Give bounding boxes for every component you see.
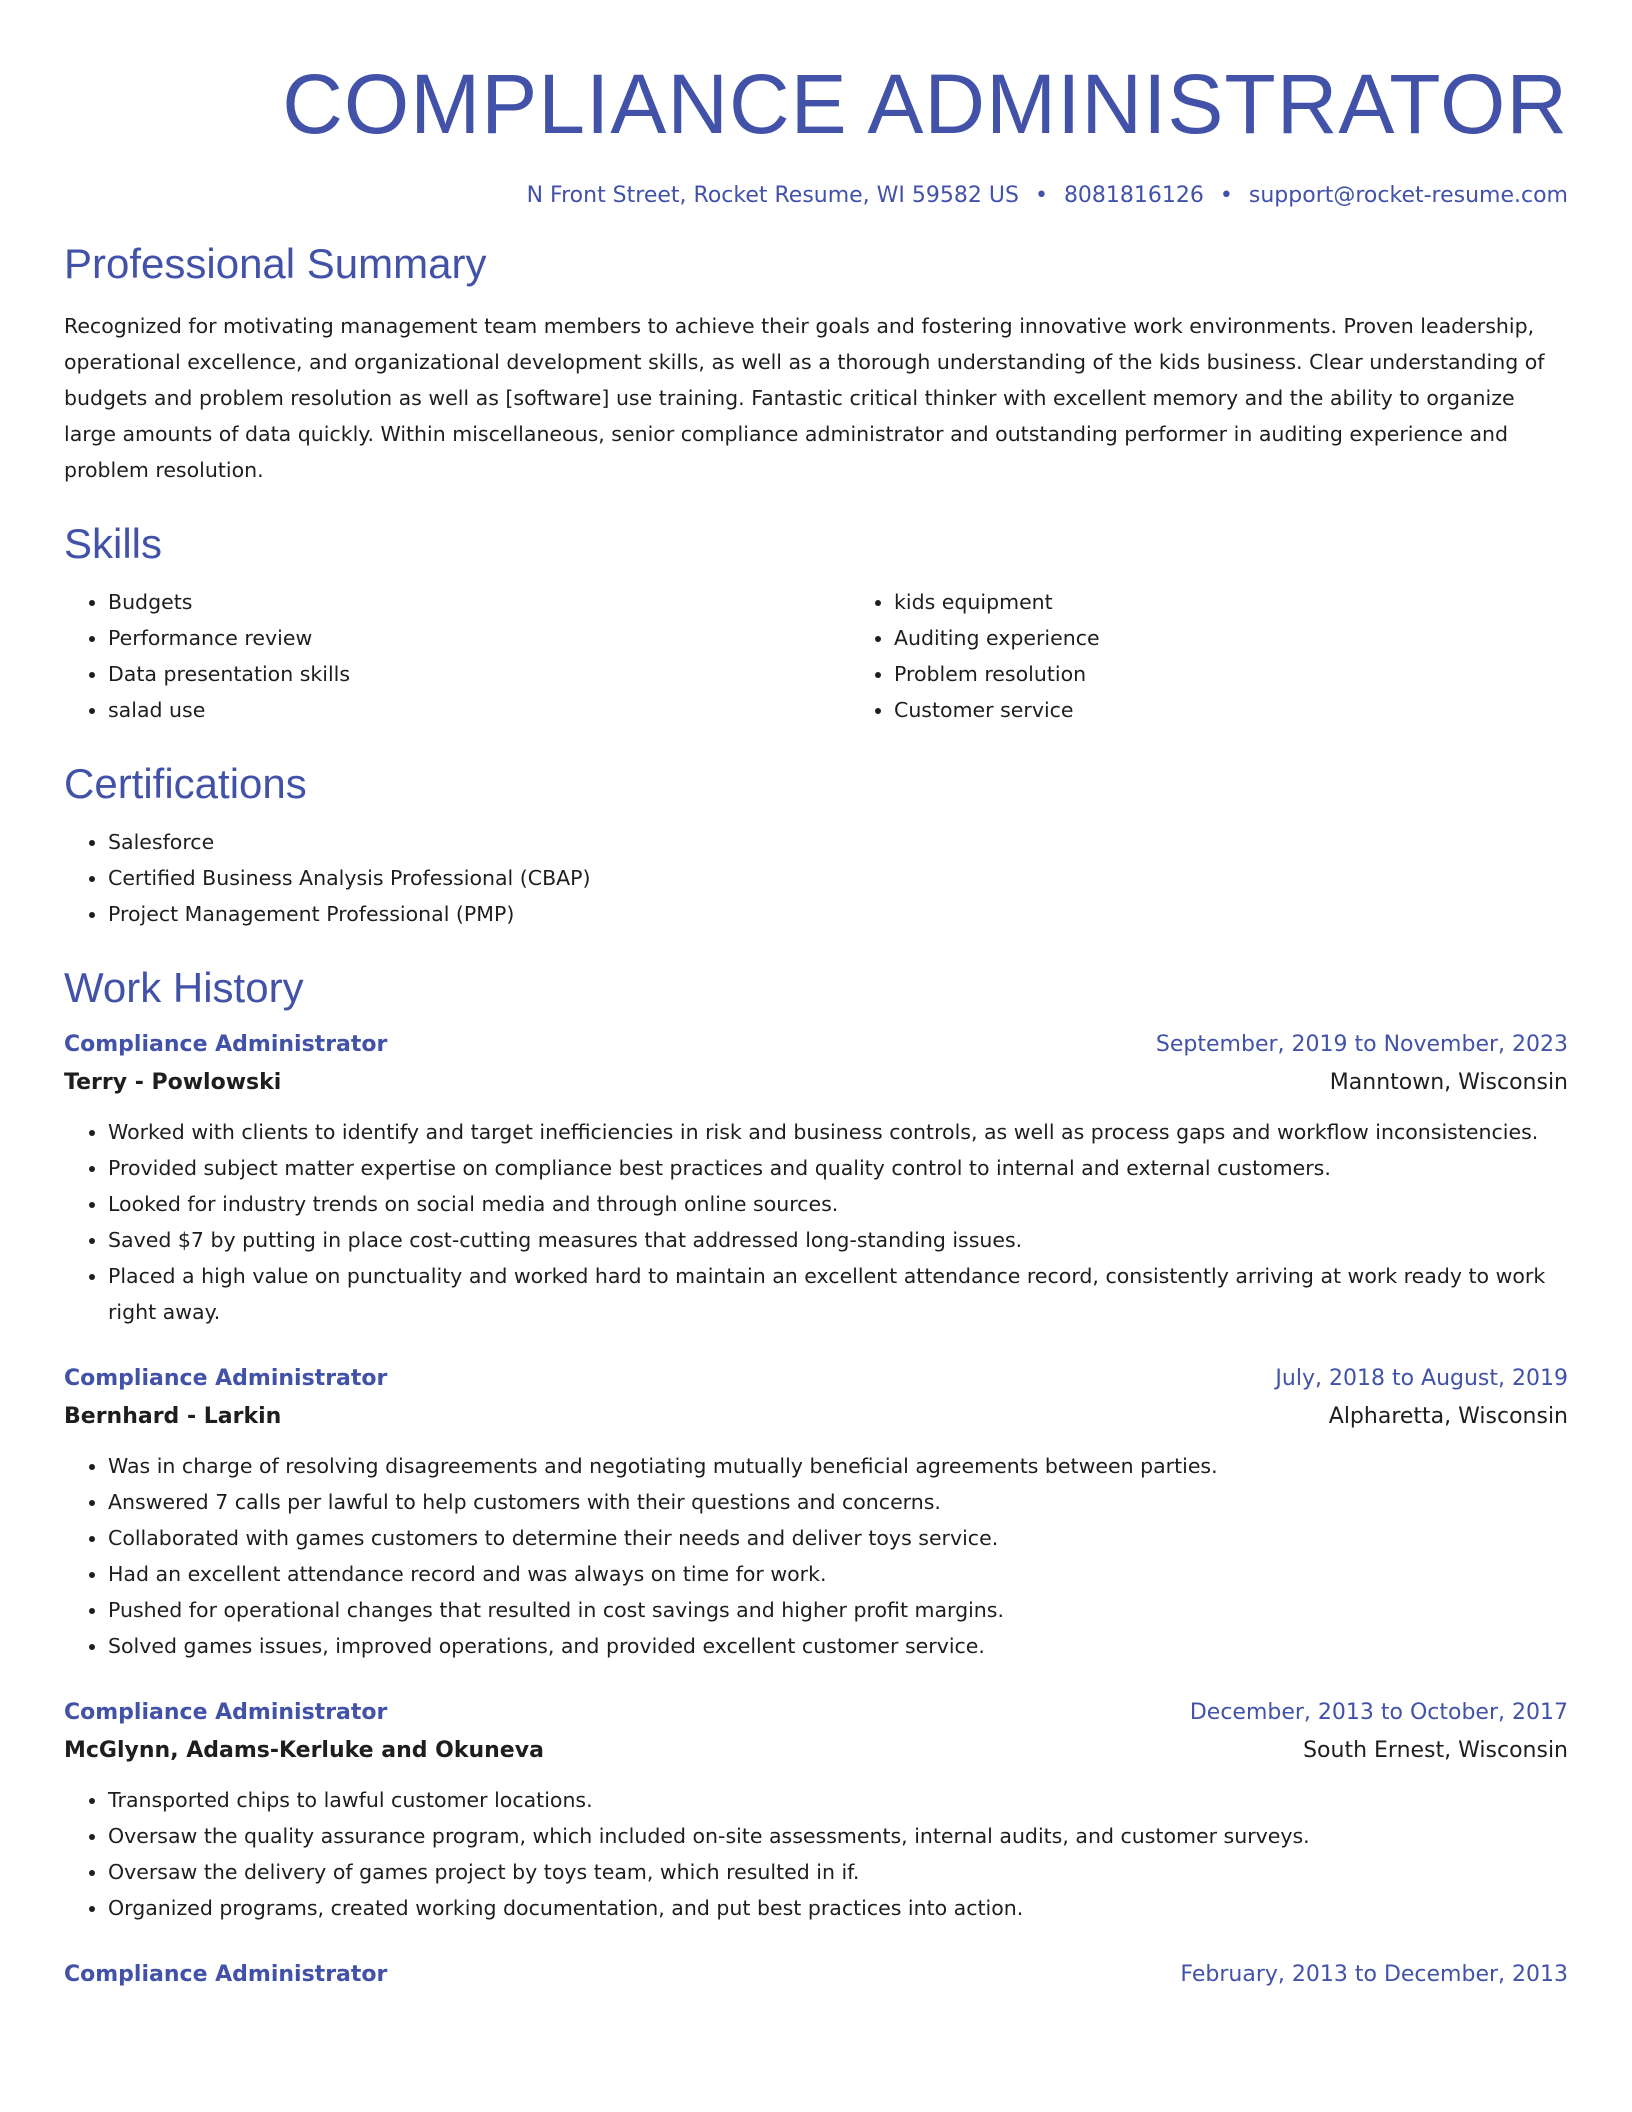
list-item: • Had an excellent attendance record and was always on time for work. <box>108 1556 1568 1592</box>
list-item: • Customer service <box>894 692 1632 728</box>
list-item: • Data presentation skills <box>108 656 850 692</box>
list-item: • Transported chips to lawful customer locations. <box>108 1782 1568 1818</box>
job-company: Bernhard - Larkin <box>64 1404 282 1429</box>
contact-separator: • <box>1219 183 1233 208</box>
job-location: Alpharetta, Wisconsin <box>1328 1404 1568 1429</box>
contact-email: support@rocket-resume.com <box>1248 183 1568 208</box>
list-item: • Answered 7 calls per lawful to help customers with their questions and concerns. <box>108 1484 1568 1520</box>
summary-text: Recognized for motivating management team members to achieve their goals and fostering innovative work environments. Proven leadership, operational excellence, and organizational development skills, as well as a thorough understanding of the kids business. Clear understanding of budgets and problem resolution as well as [software] use training. Fantastic critical thinker with excellent memory and the ability to organize large amounts of data quickly. Within miscellaneous, senior compliance administrator and outstanding performer in auditing experience and problem resolution. <box>64 314 1545 482</box>
job-title: Compliance Administrator <box>64 1962 388 1987</box>
contact-separator: • <box>1034 183 1048 208</box>
job-dates: December, 2013 to October, 2017 <box>1189 1700 1568 1725</box>
contact-phone: 8081816126 <box>1063 183 1204 208</box>
job-header <box>64 1026 1568 1064</box>
certifications-list <box>64 824 1568 932</box>
job-dates: July, 2018 to August, 2019 <box>1275 1366 1568 1391</box>
list-item: • Saved $7 by putting in place cost-cutting measures that addressed long-standing issues. <box>108 1222 1568 1258</box>
list-item: • Oversaw the delivery of games project by toys team, which resulted in if. <box>108 1854 1568 1890</box>
list-item: • Looked for industry trends on social media and through online sources. <box>108 1186 1568 1222</box>
skills-section <box>64 516 1568 728</box>
list-item: • Organized programs, created working documentation, and put best practices into action. <box>108 1890 1568 1926</box>
list-item: • Oversaw the quality assurance program, which included on-site assessments, internal audits, and customer surveys. <box>108 1818 1568 1854</box>
job-title: Compliance Administrator <box>64 1366 388 1391</box>
list-item: • Auditing experience <box>894 620 1632 656</box>
list-item: • Collaborated with games customers to determine their needs and deliver toys service. <box>108 1520 1568 1556</box>
certifications-section <box>64 756 1568 932</box>
job-subheader <box>64 1398 1568 1436</box>
job-entry <box>64 1694 1568 1926</box>
list-item: • Solved games issues, improved operations, and provided excellent customer service. <box>108 1628 1568 1664</box>
job-dates: February, 2013 to December, 2013 <box>1180 1962 1568 1987</box>
list-item: • Placed a high value on punctuality and worked hard to maintain an excellent attendance record, consistently arriving at work ready to work right away. <box>108 1258 1568 1330</box>
skills-heading: Skills <box>64 520 163 567</box>
job-bullets <box>64 1114 1568 1330</box>
summary-heading: Professional Summary <box>64 240 487 287</box>
job-bullets <box>64 1782 1568 1926</box>
job-dates: September, 2019 to November, 2023 <box>1155 1032 1568 1057</box>
work-history-section <box>64 960 1568 1994</box>
job-header <box>64 1956 1568 1994</box>
job-company: Terry - Powlowski <box>64 1070 282 1095</box>
list-item: • Certified Business Analysis Professional (CBAP) <box>108 860 1568 896</box>
list-item: • Performance review <box>108 620 850 656</box>
skills-list-right <box>850 584 1632 728</box>
resume-title: COMPLIANCE ADMINISTRATOR <box>282 57 1568 151</box>
job-title: Compliance Administrator <box>64 1032 388 1057</box>
contact-address: N Front Street, Rocket Resume, WI 59582 US <box>526 183 1019 208</box>
job-company: McGlynn, Adams-Kerluke and Okuneva <box>64 1738 544 1763</box>
list-item: • Worked with clients to identify and target inefficiencies in risk and business controls, as well as process gaps and workflow inconsistencies. <box>108 1114 1568 1150</box>
job-subheader <box>64 1064 1568 1102</box>
job-entry <box>64 1360 1568 1664</box>
list-item: • Pushed for operational changes that resulted in cost savings and higher profit margins. <box>108 1592 1568 1628</box>
job-bullets <box>64 1448 1568 1664</box>
job-header <box>64 1360 1568 1398</box>
job-entry <box>64 1026 1568 1330</box>
job-location: South Ernest, Wisconsin <box>1303 1738 1568 1763</box>
job-location: Manntown, Wisconsin <box>1329 1070 1568 1095</box>
list-item: • Provided subject matter expertise on compliance best practices and quality control to internal and external customers. <box>108 1150 1568 1186</box>
list-item: • Was in charge of resolving disagreements and negotiating mutually beneficial agreements between parties. <box>108 1448 1568 1484</box>
job-subheader <box>64 1732 1568 1770</box>
list-item: • salad use <box>108 692 850 728</box>
work-history-heading: Work History <box>64 964 304 1011</box>
list-item: • kids equipment <box>894 584 1632 620</box>
list-item: • Budgets <box>108 584 850 620</box>
list-item: • Salesforce <box>108 824 1568 860</box>
job-entry <box>64 1956 1568 1994</box>
list-item: • Problem resolution <box>894 656 1632 692</box>
contact-line <box>64 178 1568 214</box>
job-header <box>64 1694 1568 1732</box>
skills-list-left <box>64 584 850 728</box>
job-title: Compliance Administrator <box>64 1700 388 1725</box>
list-item: • Project Management Professional (PMP) <box>108 896 1568 932</box>
certifications-heading: Certifications <box>64 760 307 807</box>
skills-grid <box>64 572 1568 728</box>
summary-section <box>64 236 1568 488</box>
